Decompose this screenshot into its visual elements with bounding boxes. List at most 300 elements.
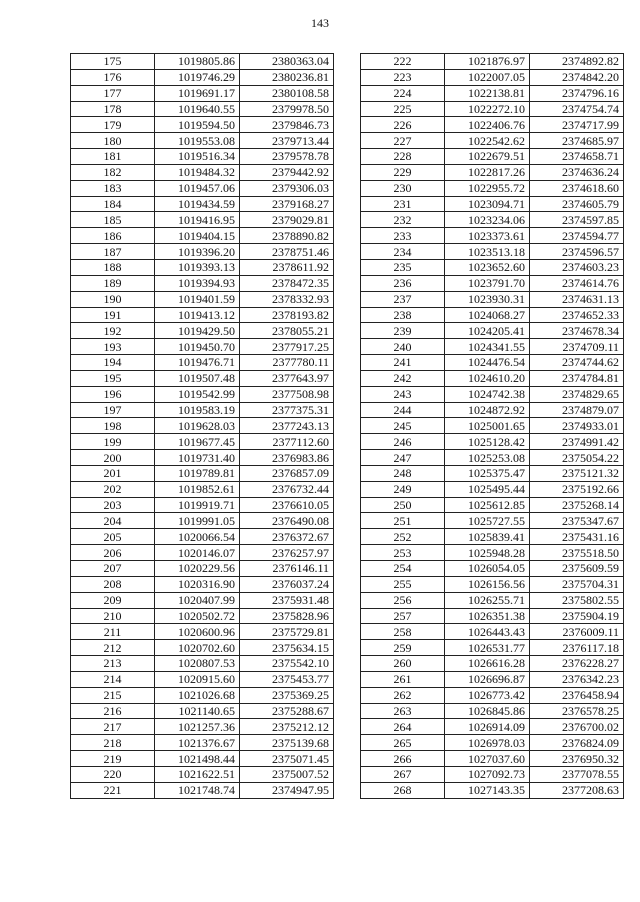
table-row bbox=[361, 69, 624, 85]
x-coordinate-cell: 1019450.70 bbox=[155, 339, 240, 355]
y-coordinate-cell: 2376950.32 bbox=[530, 751, 624, 767]
y-coordinate-cell: 2376009.11 bbox=[530, 624, 624, 640]
x-coordinate-cell: 1019401.59 bbox=[155, 291, 240, 307]
x-coordinate-cell: 1023930.31 bbox=[445, 291, 530, 307]
table-row bbox=[361, 481, 624, 497]
table-row bbox=[71, 751, 334, 767]
table-row bbox=[361, 656, 624, 672]
x-coordinate-cell: 1026616.28 bbox=[445, 656, 530, 672]
table-row bbox=[71, 212, 334, 228]
table-row bbox=[361, 307, 624, 323]
x-coordinate-cell: 1025001.65 bbox=[445, 418, 530, 434]
y-coordinate-cell: 2374754.74 bbox=[530, 101, 624, 117]
point-number-cell: 240 bbox=[361, 339, 445, 355]
table-row bbox=[71, 450, 334, 466]
point-number-cell: 201 bbox=[71, 465, 155, 481]
table-row bbox=[71, 735, 334, 751]
x-coordinate-cell: 1025375.47 bbox=[445, 465, 530, 481]
coordinates-table-left bbox=[70, 53, 334, 799]
y-coordinate-cell: 2376458.94 bbox=[530, 687, 624, 703]
table-row bbox=[361, 291, 624, 307]
table-row bbox=[71, 481, 334, 497]
y-coordinate-cell: 2374717.99 bbox=[530, 117, 624, 133]
point-number-cell: 179 bbox=[71, 117, 155, 133]
y-coordinate-cell: 2376732.44 bbox=[240, 481, 334, 497]
table-row bbox=[71, 671, 334, 687]
y-coordinate-cell: 2374933.01 bbox=[530, 418, 624, 434]
x-coordinate-cell: 1020316.90 bbox=[155, 576, 240, 592]
point-number-cell: 228 bbox=[361, 149, 445, 165]
y-coordinate-cell: 2375729.81 bbox=[240, 624, 334, 640]
table-row bbox=[71, 85, 334, 101]
y-coordinate-cell: 2374652.33 bbox=[530, 307, 624, 323]
point-number-cell: 214 bbox=[71, 671, 155, 687]
y-coordinate-cell: 2374678.34 bbox=[530, 323, 624, 339]
point-number-cell: 242 bbox=[361, 370, 445, 386]
table-row bbox=[361, 402, 624, 418]
y-coordinate-cell: 2374685.97 bbox=[530, 133, 624, 149]
x-coordinate-cell: 1019553.08 bbox=[155, 133, 240, 149]
x-coordinate-cell: 1024610.20 bbox=[445, 370, 530, 386]
x-coordinate-cell: 1022817.26 bbox=[445, 164, 530, 180]
y-coordinate-cell: 2376578.25 bbox=[530, 703, 624, 719]
y-coordinate-cell: 2374879.07 bbox=[530, 402, 624, 418]
table-row bbox=[361, 244, 624, 260]
x-coordinate-cell: 1019805.86 bbox=[155, 54, 240, 70]
y-coordinate-cell: 2377780.11 bbox=[240, 355, 334, 371]
y-coordinate-cell: 2374892.82 bbox=[530, 54, 624, 70]
x-coordinate-cell: 1019594.50 bbox=[155, 117, 240, 133]
point-number-cell: 233 bbox=[361, 228, 445, 244]
point-number-cell: 235 bbox=[361, 259, 445, 275]
table-row bbox=[71, 529, 334, 545]
table-row bbox=[361, 434, 624, 450]
y-coordinate-cell: 2377243.13 bbox=[240, 418, 334, 434]
y-coordinate-cell: 2376117.18 bbox=[530, 640, 624, 656]
y-coordinate-cell: 2379029.81 bbox=[240, 212, 334, 228]
point-number-cell: 208 bbox=[71, 576, 155, 592]
x-coordinate-cell: 1019731.40 bbox=[155, 450, 240, 466]
y-coordinate-cell: 2377078.55 bbox=[530, 766, 624, 782]
y-coordinate-cell: 2378332.93 bbox=[240, 291, 334, 307]
point-number-cell: 258 bbox=[361, 624, 445, 640]
table-row bbox=[361, 149, 624, 165]
table-row bbox=[361, 735, 624, 751]
y-coordinate-cell: 2376490.08 bbox=[240, 513, 334, 529]
x-coordinate-cell: 1020702.60 bbox=[155, 640, 240, 656]
point-number-cell: 268 bbox=[361, 782, 445, 798]
x-coordinate-cell: 1026351.38 bbox=[445, 608, 530, 624]
table-row bbox=[361, 766, 624, 782]
x-coordinate-cell: 1022679.51 bbox=[445, 149, 530, 165]
point-number-cell: 196 bbox=[71, 386, 155, 402]
x-coordinate-cell: 1019677.45 bbox=[155, 434, 240, 450]
x-coordinate-cell: 1021376.67 bbox=[155, 735, 240, 751]
point-number-cell: 219 bbox=[71, 751, 155, 767]
x-coordinate-cell: 1023094.71 bbox=[445, 196, 530, 212]
point-number-cell: 239 bbox=[361, 323, 445, 339]
point-number-cell: 190 bbox=[71, 291, 155, 307]
table-row bbox=[71, 640, 334, 656]
x-coordinate-cell: 1026156.56 bbox=[445, 576, 530, 592]
table-row bbox=[71, 402, 334, 418]
table-row bbox=[361, 545, 624, 561]
x-coordinate-cell: 1019404.15 bbox=[155, 228, 240, 244]
table-row bbox=[361, 355, 624, 371]
point-number-cell: 206 bbox=[71, 545, 155, 561]
x-coordinate-cell: 1019413.12 bbox=[155, 307, 240, 323]
y-coordinate-cell: 2375518.50 bbox=[530, 545, 624, 561]
point-number-cell: 185 bbox=[71, 212, 155, 228]
x-coordinate-cell: 1021622.51 bbox=[155, 766, 240, 782]
point-number-cell: 225 bbox=[361, 101, 445, 117]
y-coordinate-cell: 2376700.02 bbox=[530, 719, 624, 735]
table-row bbox=[71, 323, 334, 339]
x-coordinate-cell: 1024476.54 bbox=[445, 355, 530, 371]
table-row bbox=[71, 164, 334, 180]
table-row bbox=[361, 117, 624, 133]
point-number-cell: 215 bbox=[71, 687, 155, 703]
point-number-cell: 199 bbox=[71, 434, 155, 450]
y-coordinate-cell: 2375007.52 bbox=[240, 766, 334, 782]
table-row bbox=[71, 196, 334, 212]
table-row bbox=[361, 323, 624, 339]
y-coordinate-cell: 2379306.03 bbox=[240, 180, 334, 196]
table-row bbox=[71, 624, 334, 640]
point-number-cell: 243 bbox=[361, 386, 445, 402]
x-coordinate-cell: 1019434.59 bbox=[155, 196, 240, 212]
y-coordinate-cell: 2374709.11 bbox=[530, 339, 624, 355]
table-row bbox=[361, 497, 624, 513]
y-coordinate-cell: 2374636.24 bbox=[530, 164, 624, 180]
point-number-cell: 188 bbox=[71, 259, 155, 275]
x-coordinate-cell: 1026978.03 bbox=[445, 735, 530, 751]
table-row bbox=[361, 418, 624, 434]
table-row bbox=[71, 69, 334, 85]
y-coordinate-cell: 2375071.45 bbox=[240, 751, 334, 767]
point-number-cell: 180 bbox=[71, 133, 155, 149]
table-row bbox=[71, 434, 334, 450]
table-row bbox=[361, 228, 624, 244]
table-row bbox=[361, 450, 624, 466]
point-number-cell: 178 bbox=[71, 101, 155, 117]
table-row bbox=[71, 101, 334, 117]
point-number-cell: 244 bbox=[361, 402, 445, 418]
point-number-cell: 257 bbox=[361, 608, 445, 624]
table-row bbox=[361, 561, 624, 577]
x-coordinate-cell: 1020600.96 bbox=[155, 624, 240, 640]
y-coordinate-cell: 2375431.16 bbox=[530, 529, 624, 545]
y-coordinate-cell: 2374784.81 bbox=[530, 370, 624, 386]
x-coordinate-cell: 1020407.99 bbox=[155, 592, 240, 608]
y-coordinate-cell: 2379168.27 bbox=[240, 196, 334, 212]
y-coordinate-cell: 2375212.12 bbox=[240, 719, 334, 735]
y-coordinate-cell: 2378751.46 bbox=[240, 244, 334, 260]
y-coordinate-cell: 2376037.24 bbox=[240, 576, 334, 592]
table-row bbox=[361, 54, 624, 70]
table-row bbox=[361, 719, 624, 735]
table-row bbox=[361, 624, 624, 640]
y-coordinate-cell: 2374596.57 bbox=[530, 244, 624, 260]
point-number-cell: 266 bbox=[361, 751, 445, 767]
x-coordinate-cell: 1021876.97 bbox=[445, 54, 530, 70]
point-number-cell: 267 bbox=[361, 766, 445, 782]
x-coordinate-cell: 1020229.56 bbox=[155, 561, 240, 577]
table-row bbox=[361, 687, 624, 703]
y-coordinate-cell: 2374605.79 bbox=[530, 196, 624, 212]
x-coordinate-cell: 1020915.60 bbox=[155, 671, 240, 687]
y-coordinate-cell: 2378193.82 bbox=[240, 307, 334, 323]
point-number-cell: 183 bbox=[71, 180, 155, 196]
point-number-cell: 254 bbox=[361, 561, 445, 577]
point-number-cell: 192 bbox=[71, 323, 155, 339]
x-coordinate-cell: 1020146.07 bbox=[155, 545, 240, 561]
y-coordinate-cell: 2380236.81 bbox=[240, 69, 334, 85]
point-number-cell: 203 bbox=[71, 497, 155, 513]
x-coordinate-cell: 1019991.05 bbox=[155, 513, 240, 529]
table-row bbox=[361, 370, 624, 386]
y-coordinate-cell: 2379442.92 bbox=[240, 164, 334, 180]
x-coordinate-cell: 1021257.36 bbox=[155, 719, 240, 735]
table-row bbox=[71, 608, 334, 624]
table-row bbox=[361, 133, 624, 149]
table-row bbox=[361, 85, 624, 101]
table-row bbox=[361, 386, 624, 402]
x-coordinate-cell: 1027037.60 bbox=[445, 751, 530, 767]
x-coordinate-cell: 1019507.48 bbox=[155, 370, 240, 386]
y-coordinate-cell: 2378890.82 bbox=[240, 228, 334, 244]
point-number-cell: 256 bbox=[361, 592, 445, 608]
x-coordinate-cell: 1022406.76 bbox=[445, 117, 530, 133]
table-row bbox=[361, 751, 624, 767]
x-coordinate-cell: 1023791.70 bbox=[445, 275, 530, 291]
x-coordinate-cell: 1025495.44 bbox=[445, 481, 530, 497]
point-number-cell: 181 bbox=[71, 149, 155, 165]
table-row bbox=[71, 291, 334, 307]
point-number-cell: 227 bbox=[361, 133, 445, 149]
x-coordinate-cell: 1019852.61 bbox=[155, 481, 240, 497]
point-number-cell: 222 bbox=[361, 54, 445, 70]
point-number-cell: 209 bbox=[71, 592, 155, 608]
point-number-cell: 210 bbox=[71, 608, 155, 624]
point-number-cell: 226 bbox=[361, 117, 445, 133]
table-row bbox=[361, 465, 624, 481]
x-coordinate-cell: 1019919.71 bbox=[155, 497, 240, 513]
y-coordinate-cell: 2375802.55 bbox=[530, 592, 624, 608]
table-row bbox=[361, 513, 624, 529]
y-coordinate-cell: 2380108.58 bbox=[240, 85, 334, 101]
point-number-cell: 176 bbox=[71, 69, 155, 85]
x-coordinate-cell: 1024068.27 bbox=[445, 307, 530, 323]
y-coordinate-cell: 2375121.32 bbox=[530, 465, 624, 481]
x-coordinate-cell: 1023513.18 bbox=[445, 244, 530, 260]
table-row bbox=[71, 513, 334, 529]
y-coordinate-cell: 2378055.21 bbox=[240, 323, 334, 339]
y-coordinate-cell: 2377508.98 bbox=[240, 386, 334, 402]
x-coordinate-cell: 1021748.74 bbox=[155, 782, 240, 798]
y-coordinate-cell: 2376824.09 bbox=[530, 735, 624, 751]
point-number-cell: 232 bbox=[361, 212, 445, 228]
table-row bbox=[361, 529, 624, 545]
table-row bbox=[71, 275, 334, 291]
y-coordinate-cell: 2375369.25 bbox=[240, 687, 334, 703]
y-coordinate-cell: 2376372.67 bbox=[240, 529, 334, 545]
x-coordinate-cell: 1025253.08 bbox=[445, 450, 530, 466]
y-coordinate-cell: 2377643.97 bbox=[240, 370, 334, 386]
y-coordinate-cell: 2377112.60 bbox=[240, 434, 334, 450]
x-coordinate-cell: 1022955.72 bbox=[445, 180, 530, 196]
point-number-cell: 260 bbox=[361, 656, 445, 672]
point-number-cell: 265 bbox=[361, 735, 445, 751]
point-number-cell: 248 bbox=[361, 465, 445, 481]
x-coordinate-cell: 1019516.34 bbox=[155, 149, 240, 165]
table-row bbox=[71, 782, 334, 798]
y-coordinate-cell: 2376228.27 bbox=[530, 656, 624, 672]
x-coordinate-cell: 1026845.86 bbox=[445, 703, 530, 719]
table-row bbox=[71, 180, 334, 196]
table-row bbox=[361, 275, 624, 291]
table-row bbox=[71, 656, 334, 672]
table-row bbox=[71, 703, 334, 719]
x-coordinate-cell: 1023652.60 bbox=[445, 259, 530, 275]
table-row bbox=[361, 703, 624, 719]
point-number-cell: 246 bbox=[361, 434, 445, 450]
table-row bbox=[361, 782, 624, 798]
y-coordinate-cell: 2375904.19 bbox=[530, 608, 624, 624]
point-number-cell: 262 bbox=[361, 687, 445, 703]
x-coordinate-cell: 1025612.85 bbox=[445, 497, 530, 513]
point-number-cell: 229 bbox=[361, 164, 445, 180]
y-coordinate-cell: 2380363.04 bbox=[240, 54, 334, 70]
point-number-cell: 193 bbox=[71, 339, 155, 355]
x-coordinate-cell: 1026773.42 bbox=[445, 687, 530, 703]
point-number-cell: 261 bbox=[361, 671, 445, 687]
x-coordinate-cell: 1025948.28 bbox=[445, 545, 530, 561]
x-coordinate-cell: 1019542.99 bbox=[155, 386, 240, 402]
x-coordinate-cell: 1019457.06 bbox=[155, 180, 240, 196]
y-coordinate-cell: 2374842.20 bbox=[530, 69, 624, 85]
y-coordinate-cell: 2375288.67 bbox=[240, 703, 334, 719]
x-coordinate-cell: 1019476.71 bbox=[155, 355, 240, 371]
point-number-cell: 200 bbox=[71, 450, 155, 466]
table-row bbox=[71, 133, 334, 149]
point-number-cell: 252 bbox=[361, 529, 445, 545]
table-row bbox=[361, 640, 624, 656]
point-number-cell: 249 bbox=[361, 481, 445, 497]
y-coordinate-cell: 2376342.23 bbox=[530, 671, 624, 687]
point-number-cell: 212 bbox=[71, 640, 155, 656]
x-coordinate-cell: 1025128.42 bbox=[445, 434, 530, 450]
x-coordinate-cell: 1022007.05 bbox=[445, 69, 530, 85]
y-coordinate-cell: 2375828.96 bbox=[240, 608, 334, 624]
x-coordinate-cell: 1019416.95 bbox=[155, 212, 240, 228]
y-coordinate-cell: 2375609.59 bbox=[530, 561, 624, 577]
table-row bbox=[71, 766, 334, 782]
point-number-cell: 191 bbox=[71, 307, 155, 323]
x-coordinate-cell: 1019789.81 bbox=[155, 465, 240, 481]
y-coordinate-cell: 2375347.67 bbox=[530, 513, 624, 529]
point-number-cell: 223 bbox=[361, 69, 445, 85]
table-row bbox=[71, 497, 334, 513]
point-number-cell: 218 bbox=[71, 735, 155, 751]
y-coordinate-cell: 2374614.76 bbox=[530, 275, 624, 291]
x-coordinate-cell: 1019484.32 bbox=[155, 164, 240, 180]
point-number-cell: 238 bbox=[361, 307, 445, 323]
y-coordinate-cell: 2375634.15 bbox=[240, 640, 334, 656]
y-coordinate-cell: 2375054.22 bbox=[530, 450, 624, 466]
y-coordinate-cell: 2376257.97 bbox=[240, 545, 334, 561]
table-row bbox=[71, 355, 334, 371]
point-number-cell: 236 bbox=[361, 275, 445, 291]
y-coordinate-cell: 2376983.86 bbox=[240, 450, 334, 466]
table-row bbox=[71, 259, 334, 275]
point-number-cell: 247 bbox=[361, 450, 445, 466]
y-coordinate-cell: 2375268.14 bbox=[530, 497, 624, 513]
x-coordinate-cell: 1019429.50 bbox=[155, 323, 240, 339]
x-coordinate-cell: 1026054.05 bbox=[445, 561, 530, 577]
table-row bbox=[361, 339, 624, 355]
y-coordinate-cell: 2374947.95 bbox=[240, 782, 334, 798]
table-row bbox=[361, 101, 624, 117]
table-row bbox=[361, 164, 624, 180]
point-number-cell: 255 bbox=[361, 576, 445, 592]
y-coordinate-cell: 2374744.62 bbox=[530, 355, 624, 371]
point-number-cell: 263 bbox=[361, 703, 445, 719]
point-number-cell: 202 bbox=[71, 481, 155, 497]
table-row bbox=[361, 576, 624, 592]
x-coordinate-cell: 1021498.44 bbox=[155, 751, 240, 767]
coordinates-table-right bbox=[360, 53, 624, 799]
x-coordinate-cell: 1019393.13 bbox=[155, 259, 240, 275]
point-number-cell: 245 bbox=[361, 418, 445, 434]
point-number-cell: 234 bbox=[361, 244, 445, 260]
table-row bbox=[71, 465, 334, 481]
point-number-cell: 211 bbox=[71, 624, 155, 640]
point-number-cell: 189 bbox=[71, 275, 155, 291]
table-row bbox=[71, 149, 334, 165]
x-coordinate-cell: 1019691.17 bbox=[155, 85, 240, 101]
y-coordinate-cell: 2374829.65 bbox=[530, 386, 624, 402]
table-row bbox=[71, 687, 334, 703]
x-coordinate-cell: 1027143.35 bbox=[445, 782, 530, 798]
y-coordinate-cell: 2374658.71 bbox=[530, 149, 624, 165]
x-coordinate-cell: 1020807.53 bbox=[155, 656, 240, 672]
table-row bbox=[71, 117, 334, 133]
table-row bbox=[361, 196, 624, 212]
table-row bbox=[361, 259, 624, 275]
point-number-cell: 195 bbox=[71, 370, 155, 386]
x-coordinate-cell: 1022272.10 bbox=[445, 101, 530, 117]
x-coordinate-cell: 1019583.19 bbox=[155, 402, 240, 418]
point-number-cell: 217 bbox=[71, 719, 155, 735]
x-coordinate-cell: 1026443.43 bbox=[445, 624, 530, 640]
table-row bbox=[361, 592, 624, 608]
table-row bbox=[71, 370, 334, 386]
point-number-cell: 250 bbox=[361, 497, 445, 513]
table-row bbox=[71, 386, 334, 402]
point-number-cell: 253 bbox=[361, 545, 445, 561]
y-coordinate-cell: 2374603.23 bbox=[530, 259, 624, 275]
point-number-cell: 251 bbox=[361, 513, 445, 529]
x-coordinate-cell: 1020502.72 bbox=[155, 608, 240, 624]
point-number-cell: 213 bbox=[71, 656, 155, 672]
y-coordinate-cell: 2374796.16 bbox=[530, 85, 624, 101]
point-number-cell: 216 bbox=[71, 703, 155, 719]
x-coordinate-cell: 1024205.41 bbox=[445, 323, 530, 339]
table-row bbox=[71, 592, 334, 608]
point-number-cell: 241 bbox=[361, 355, 445, 371]
y-coordinate-cell: 2375453.77 bbox=[240, 671, 334, 687]
